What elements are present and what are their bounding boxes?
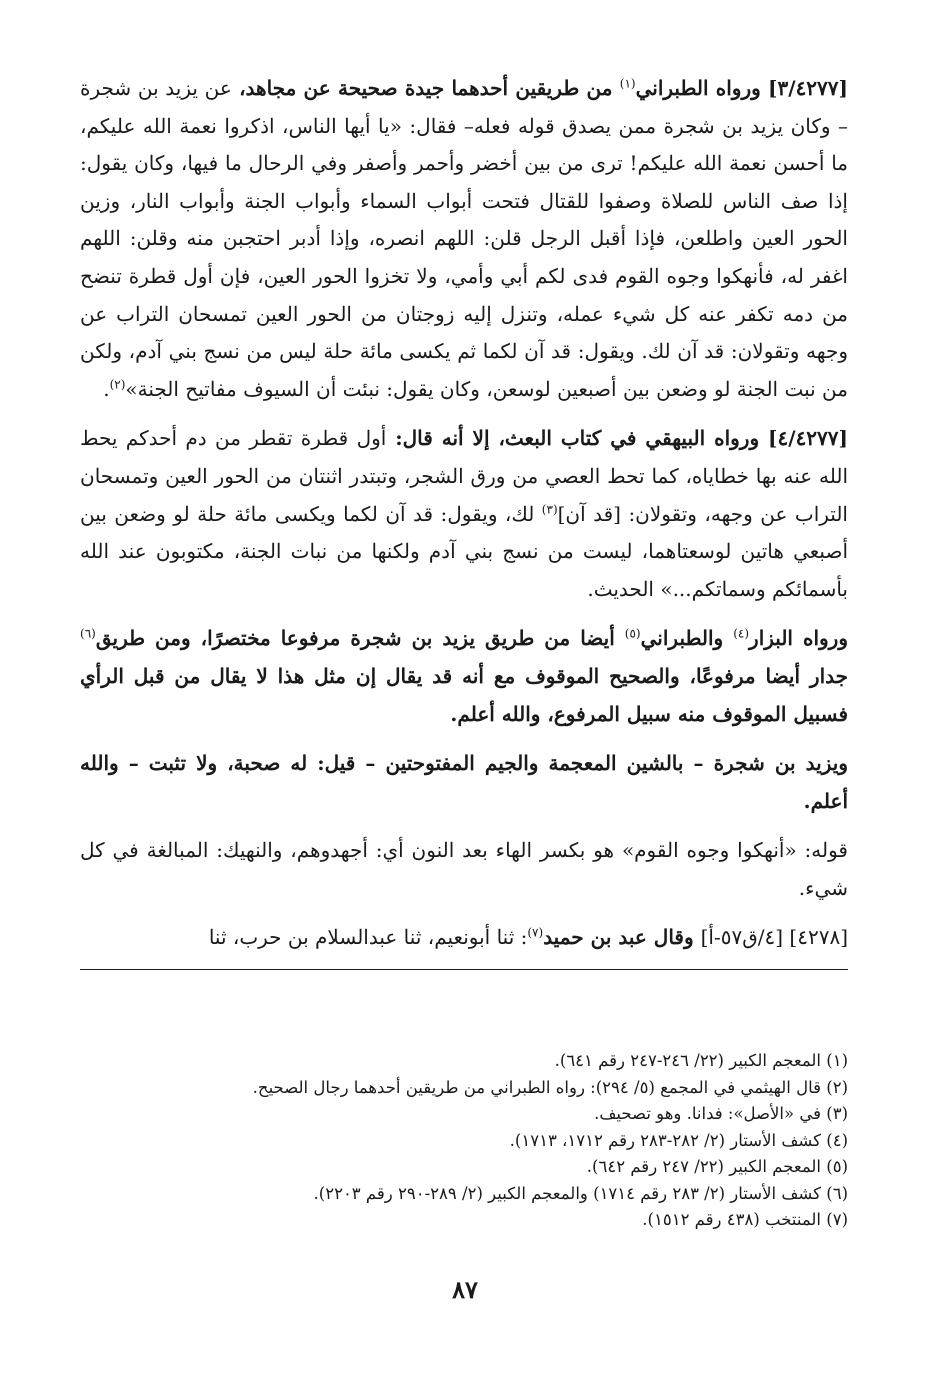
footnote-1: (١) المعجم الكبير (٢٢/ ٢٤٦-٢٤٧ رقم ٦٤١). <box>554 1051 848 1070</box>
footnote-5: (٥) المعجم الكبير (٢٢/ ٢٤٧ رقم ٦٤٢). <box>586 1157 848 1176</box>
footnote-marker: (٧) <box>527 925 544 940</box>
paragraph-yazid-note <box>80 745 848 820</box>
bold-text-run: ويزيد بن شجرة – بالشين المعجمة والجيم المفتوحتين – قيل: له صحبة، ولا تثبت – والله أعلم. <box>80 751 848 813</box>
paragraph-text <box>80 832 848 907</box>
text-run: عن يزيد بن شجرة – وكان يزيد بن شجرة ممن يصدق قوله فعله– فقال: «يا أيها الناس، اذكروا نعمة الله عليكم، ما أحسن نعمة الله عليكم! ترى من بين أخضر وأحمر وأصفر وفي الرحال ما فيها، وكان يقول: إذا صف الناس للصلاة وصفوا للقتال فتحت أبواب السماء وأبواب الجنة وأبواب النار، وزين الحور العين واطلعن، فإذا أقبل الرجل قلن: اللهم انصره، وإذا أدبر احتجبن منه وقلن: اللهم اغفر له، فأنهكوا وجوه القوم فدى لكم أبي وأمي، ولا تخزوا الحور العين، فإن أول قطرة تنضح من دمه تكفر عنه كل شيء عمله، وتنزل إليه زوجتان من الحور العين تمسحان التراب عن وجهه وتقولان: قد آن لك. ويقول: قد آن لكما ثم يكسى مائة حلة ليس من نسج بني آدم، ولكن من نبت الجنة لو وضعن بين أصبعين لوسعن، وكان يقول: نبئت أن السيوف مفاتيح الجنة» <box>80 76 848 401</box>
footnote-marker: (٣) <box>541 501 558 516</box>
bold-text-run: والطبراني <box>640 626 734 651</box>
footnote-7: (٧) المنتخب (٤٣٨ رقم ١٥١٢). <box>642 1210 848 1229</box>
footnote-separator <box>80 969 848 970</box>
text-run: [٤٢٧٨] <box>783 925 848 950</box>
footnotes <box>80 1048 848 1234</box>
bold-text-run: [٤/٤٢٧٧] ورواه البيهقي في كتاب البعث، إلا أنه قال: <box>386 426 848 451</box>
footnote-2: (٢) قال الهيثمي في المجمع (٥/ ٢٩٤): رواه الطبراني من طريقين أحدهما رجال الصحيح. <box>252 1077 848 1097</box>
paragraph-4277-3 <box>80 70 848 408</box>
text-run: : ثنا أبونعيم، ثنا عبدالسلام بن حرب، ثنا <box>208 925 528 950</box>
footnote-3: (٣) في «الأصل»: فدانا. وهو تصحيف. <box>594 1104 848 1123</box>
paragraph-text <box>80 420 848 608</box>
text-run: [٤/ق٥٧-أ] <box>700 925 784 950</box>
footnote-marker: (٢) <box>109 377 126 392</box>
paragraph-text <box>80 919 848 957</box>
bold-text-run: من طريقين أحدهما جيدة صحيحة عن مجاهد، <box>231 76 620 100</box>
paragraph-text <box>80 745 848 820</box>
page-number: ٨٧ <box>452 1275 478 1304</box>
main-text <box>80 70 848 970</box>
footnote-marker: (٦) <box>80 626 96 641</box>
text-run: قوله: «أنهكوا وجوه القوم» هو بكسر الهاء بعد النون أي: أجهدوهم، والنهيك: المبالغة في كل شيء. <box>80 838 848 900</box>
bold-text-run: أيضا من طريق يزيد بن شجرة مرفوعا مختصرًا، ومن طريق <box>95 626 625 651</box>
text-run: . <box>103 376 110 401</box>
paragraph-bazzar-tabarani <box>80 620 848 733</box>
paragraph-text <box>80 620 848 733</box>
footnote-6: (٦) كشف الأستار (٢/ ٢٨٣ رقم ١٧١٤) والمعجم الكبير (٢/ ٢٨٩-٢٩٠ رقم ٢٢٠٣). <box>313 1183 848 1203</box>
footnote-marker: (٥) <box>624 626 641 641</box>
paragraph-4277-4 <box>80 420 848 608</box>
bold-text-run: [٣/٤٢٧٧] ورواه الطبراني <box>635 76 848 100</box>
footnote-4: (٤) كشف الأستار (٢/ ٢٨٢-٢٨٣ رقم ١٧١٢، ١٧١٣). <box>509 1130 848 1150</box>
text-run: أول قطرة تقطر من دم أحدكم يحط الله عنه بها خطاياه، كما تحط العصي من ورق الشجر، وتبتدر اثنتان من الحور العين وتمسحان التراب عن وجهه، وتقولان: [قد آن] <box>80 426 848 526</box>
footnote-marker: (١) <box>619 76 636 91</box>
footnote-marker: (٤) <box>733 626 750 641</box>
paragraph-text <box>80 70 848 408</box>
bold-text-run: جدار أيضا مرفوعًا، والصحيح الموقوف مع أنه قد يقال إن مثل هذا لا يقال من قبل الرأي فسبيل الموقوف منه سبيل المرفوع، والله أعلم. <box>80 663 848 726</box>
paragraph-gloss <box>80 832 848 907</box>
paragraph-4278 <box>80 919 848 957</box>
bold-text-run: وقال عبد بن حميد <box>543 925 701 950</box>
text-run: لك، ويقول: قد آن لكما ويكسى مائة حلة لو وضعن بين أصبعي هاتين لوسعتاهما، ليست من نسج بني آدم ولكنها من نبات الجنة، مكتوبون عند الله بأسمائكم وسماتكم...» الحديث. <box>80 501 848 601</box>
bold-text-run: ورواه البزار <box>749 626 848 651</box>
